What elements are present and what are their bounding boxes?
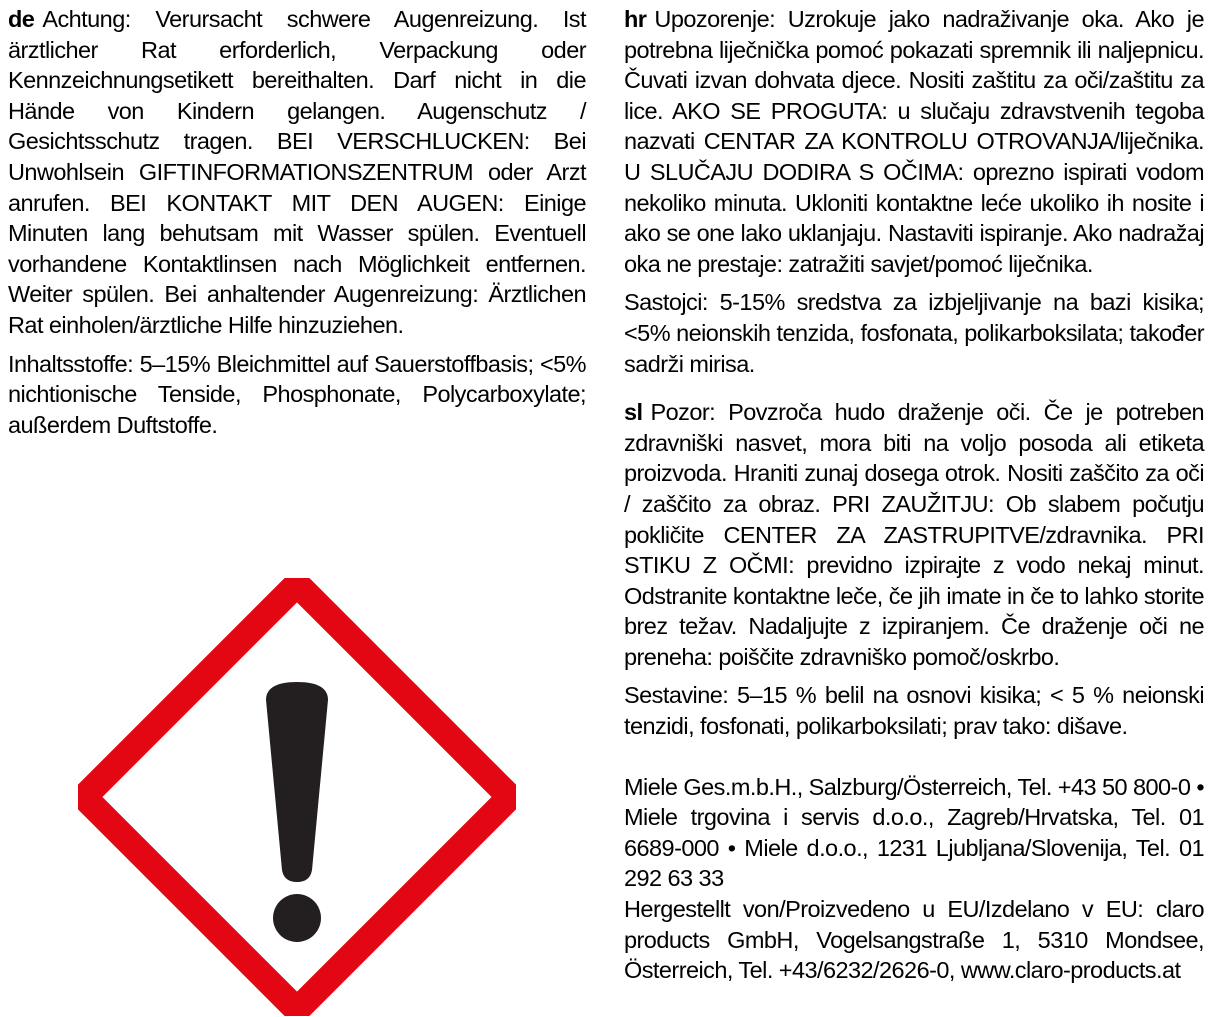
manufacturer-info: Hergestellt von/Proizvedeno u EU/Izdelano v EU: claro products GmbH, Vogelsangstraße 1, 5310 Mondsee, Österreich, Tel. +43/6232/2626-0, www.claro-products.at (624, 896, 1204, 984)
hr-warning-text: Upozorenje: Uzrokuje jako nadraživanje oka. Ako je potrebna liječnička pomoć pokazati spremnik ili naljepnicu. Čuvati izvan dohvata djece. Nositi zaštitu za oči/zaštitu za lice. AKO SE PROGUTA: u slučaju zdravstvenih tegoba nazvati CENTAR ZA KONTROLU OTROVANJA/liječnika. U SLUČAJU DODIRA S OČIMA: oprezno ispirati vodom nekoliko minuta. Ukloniti kontaktne leće ukoliko ih nosite i ako se one lako uklanjaju. Nastaviti ispiranje. Ako nadražaj oka ne prestaje: zatražiti savjet/pomoć liječnika. (624, 6, 1204, 277)
sl-ingredients: Sestavine: 5–15 % belil na osnovi kisika; < 5 % neionski tenzidi, fosfonati, polikarboksilati; prav tako: dišave. (624, 682, 1204, 740)
de-warning-paragraph (8, 4, 586, 341)
right-column (624, 4, 1204, 986)
distributor-contacts: Miele Ges.m.b.H., Salzburg/Österreich, Tel. +43 50 800-0 • Miele trgovina i servis d.o.o., Zagreb/Hrvatska, Tel. 01 6689-000 • Miele d.o.o., 1231 Ljubljana/Slovenija, Tel. 01 292 63 33 (624, 773, 1204, 892)
de-ingredients: Inhaltsstoffe: 5–15% Bleichmittel auf Sauerstoffbasis; <5% nichtionische Tenside, Phosphonate, Polycarboxylate; außerdem Duftstoffe. (8, 350, 586, 438)
sl-warning-text: Pozor: Povzroča hudo draženje oči. Če je potreben zdravniški nasvet, mora biti na voljo posoda ali etiketa proizvoda. Hraniti zunaj dosega otrok. Nositi zaščito za oči / zaščito za obraz. PRI ZAUŽITJU: Ob slabem počutju pokličite CENTER ZA ZASTRUPITVE/zdravnika. PRI STIKU Z OČMI: previdno izpirajte z vodo nekaj minut. Odstranite kontaktne leče, če jih imate in če to lahko storite brez težav. Nadaljujte z izpiranjem. Če draženje oči ne preneha: poiščite zdravniško pomoč/oskrbo. (624, 399, 1204, 670)
ghs07-exclamation-mark-icon (78, 578, 516, 1016)
de-warning-text: Achtung: Verursacht schwere Augenreizung. Ist ärztlicher Rat erforderlich, Verpackung oder Kennzeichnungsetikett bereithalten. Darf nicht in die Hände von Kindern gelangen. Augenschutz / Gesichtsschutz tragen. BEI VERSCHLUCKEN: Bei Unwohlsein GIFTINFORMATIONSZENTRUM oder Arzt anrufen. BEI KONTAKT MIT DEN AUGEN: Einige Minuten lang behutsam mit Wasser spülen. Eventuell vorhandene Kontaktlinsen nach Möglichkeit entfernen. Weiter spülen. Bei anhaltender Augenreizung: Ärztlichen Rat einholen/ärztliche Hilfe hinzuziehen. (8, 6, 586, 338)
left-column (8, 4, 586, 440)
hr-warning-paragraph (624, 4, 1204, 279)
lang-code-sl: sl (624, 399, 643, 426)
lang-code-de: de (8, 6, 35, 32)
lang-code-hr: hr (624, 6, 647, 32)
hr-ingredients: Sastojci: 5-15% sredstva za izbjeljivanje na bazi kisika; <5% neionskih tenzida, fosfonata, polikarboksilata; također sadrži mirisa. (624, 289, 1204, 377)
exclamation-dot (273, 894, 321, 942)
sl-warning-paragraph (624, 397, 1204, 672)
